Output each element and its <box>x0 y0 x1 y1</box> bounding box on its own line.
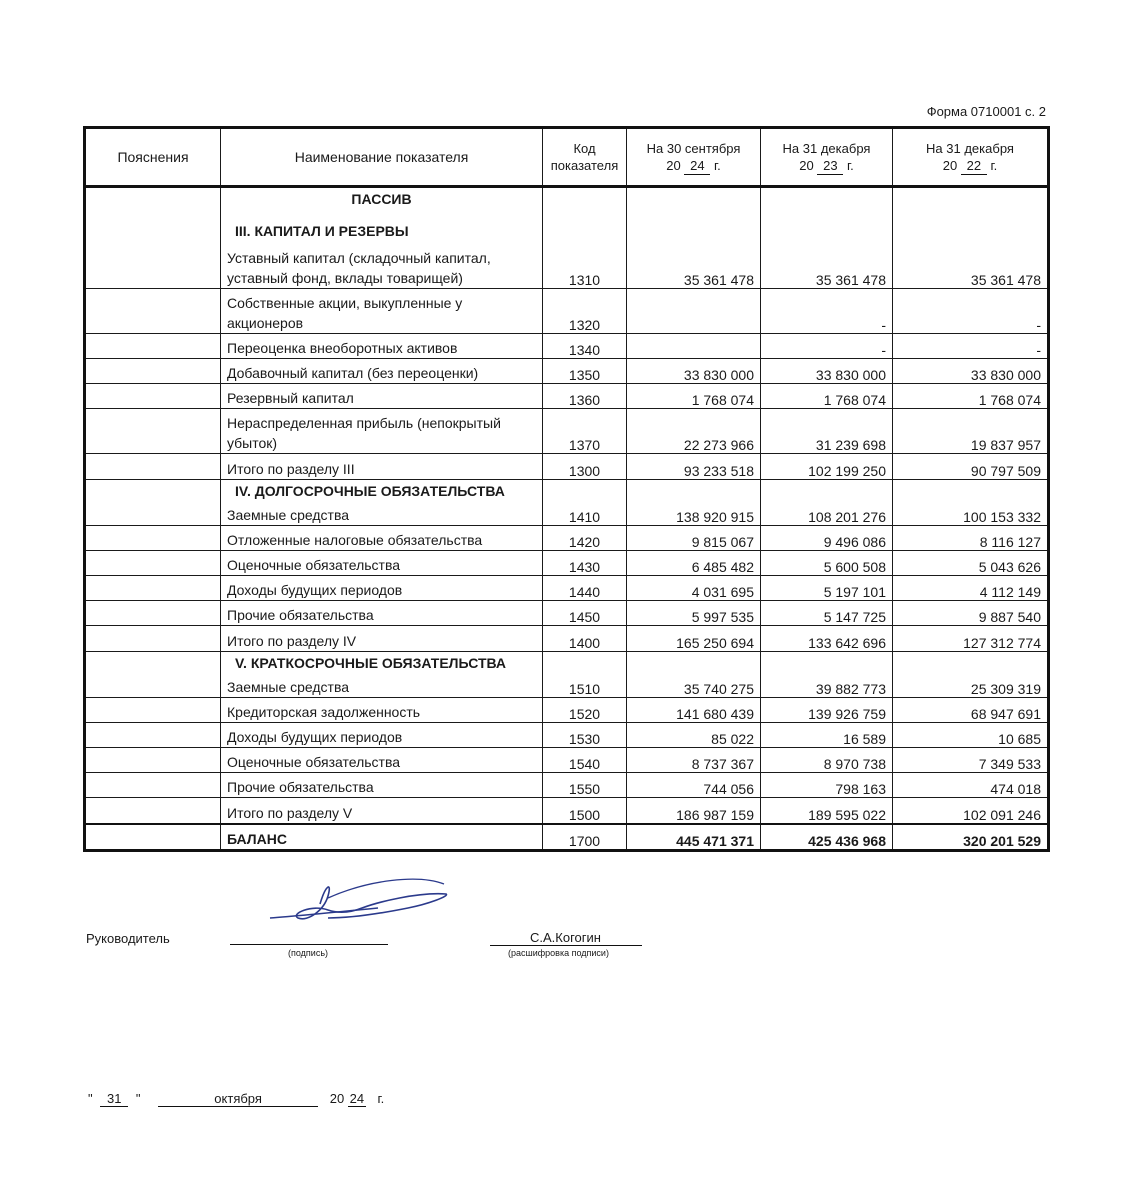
row-value-3: 35 361 478 <box>893 187 1049 289</box>
row-value-1: 4 031 695 <box>627 576 761 601</box>
table-row <box>85 409 1049 454</box>
row-value-1: 22 273 966 <box>627 409 761 454</box>
header-code: Код показателя <box>543 128 627 187</box>
row-value-3: - <box>893 334 1049 359</box>
row-code: 1450 <box>543 601 627 626</box>
row-name: Резервный капитал <box>221 384 543 409</box>
row-value-3: 19 837 957 <box>893 409 1049 454</box>
row-value-3: 1 768 074 <box>893 384 1049 409</box>
name-line <box>490 945 642 946</box>
header-explanations: Пояснения <box>85 128 221 187</box>
header-period-2: На 31 декабря 20 23 г. <box>761 128 893 187</box>
row-value-2: 102 199 250 <box>761 454 893 480</box>
passiv-title: ПАССИВ <box>351 191 412 207</box>
row-value-3: 127 312 774 <box>893 626 1049 652</box>
row-code: 1530 <box>543 723 627 748</box>
table-header-row <box>85 128 1049 187</box>
row-value-3: 320 201 529 <box>893 824 1049 851</box>
row-code: 1550 <box>543 773 627 798</box>
row-value-1: 138 920 915 <box>627 480 761 526</box>
row-code: 1340 <box>543 334 627 359</box>
row-value-3: 102 091 246 <box>893 798 1049 825</box>
explanation-cell <box>85 454 221 480</box>
row-value-2: 31 239 698 <box>761 409 893 454</box>
explanation-cell <box>85 748 221 773</box>
table-row <box>85 526 1049 551</box>
row-name: Собственные акции, выкупленные у акционеров <box>221 289 543 334</box>
section-4-title: IV. ДОЛГОСРОЧНЫЕ ОБЯЗАТЕЛЬСТВА <box>235 483 505 499</box>
balance-total-row <box>85 824 1049 851</box>
row-code: 1520 <box>543 698 627 723</box>
row-value-3: 4 112 149 <box>893 576 1049 601</box>
explanation-cell <box>85 723 221 748</box>
row-value-1 <box>627 289 761 334</box>
explanation-cell <box>85 824 221 851</box>
row-code: 1510 <box>543 652 627 698</box>
row-name: Оценочные обязательства <box>221 748 543 773</box>
row-value-2: 39 882 773 <box>761 652 893 698</box>
row-value-2: 9 496 086 <box>761 526 893 551</box>
row-value-1: 35 361 478 <box>627 187 761 289</box>
table-row <box>85 187 1049 289</box>
row-name: Добавочный капитал (без переоценки) <box>221 359 543 384</box>
row-code: 1410 <box>543 480 627 526</box>
table-row <box>85 748 1049 773</box>
row-name: Прочие обязательства <box>221 601 543 626</box>
row-name: Доходы будущих периодов <box>221 723 543 748</box>
header-period-1: На 30 сентября 20 24 г. <box>627 128 761 187</box>
row-code: 1440 <box>543 576 627 601</box>
table-row <box>85 723 1049 748</box>
row-code: 1430 <box>543 551 627 576</box>
row-value-1: 8 737 367 <box>627 748 761 773</box>
row-value-1: 33 830 000 <box>627 359 761 384</box>
row-value-2: 798 163 <box>761 773 893 798</box>
signer-name: С.А.Когогин <box>530 930 601 945</box>
date-year: 24 <box>349 1091 365 1106</box>
row-name: ПАССИВ III. КАПИТАЛ И РЕЗЕРВЫ Уставный капитал (складочный капитал, уставный фонд, вклады товарищей) <box>221 187 543 289</box>
row-name: Доходы будущих периодов <box>221 576 543 601</box>
row-value-2: 5 197 101 <box>761 576 893 601</box>
row-value-2: 5 600 508 <box>761 551 893 576</box>
row-code: 1350 <box>543 359 627 384</box>
balance-sheet-table <box>83 126 1050 852</box>
table-row <box>85 773 1049 798</box>
row-value-2: 33 830 000 <box>761 359 893 384</box>
row-value-1: 141 680 439 <box>627 698 761 723</box>
row-name: Отложенные налоговые обязательства <box>221 526 543 551</box>
row-name: Итого по разделу V <box>221 798 543 825</box>
row-value-1: 93 233 518 <box>627 454 761 480</box>
explanation-cell <box>85 698 221 723</box>
row-name: Нераспределенная прибыль (непокрытый убыток) <box>221 409 543 454</box>
table-row <box>85 480 1049 526</box>
row-code: 1700 <box>543 824 627 851</box>
explanation-cell <box>85 480 221 526</box>
explanation-cell <box>85 626 221 652</box>
row-value-1: 186 987 159 <box>627 798 761 825</box>
row-name: Оценочные обязательства <box>221 551 543 576</box>
explanation-cell <box>85 551 221 576</box>
row-value-2: 108 201 276 <box>761 480 893 526</box>
row-name: Итого по разделу III <box>221 454 543 480</box>
row-value-1: 744 056 <box>627 773 761 798</box>
table-row <box>85 652 1049 698</box>
row-name: Переоценка внеоборотных активов <box>221 334 543 359</box>
name-caption: (расшифровка подписи) <box>508 948 609 958</box>
signer-role: Руководитель <box>86 931 170 946</box>
date-month: октября <box>158 1091 318 1107</box>
form-number: Форма 0710001 с. 2 <box>926 104 1046 119</box>
row-value-2: 425 436 968 <box>761 824 893 851</box>
row-value-2: 139 926 759 <box>761 698 893 723</box>
row-value-3: 33 830 000 <box>893 359 1049 384</box>
subtotal-row <box>85 626 1049 652</box>
table-row <box>85 334 1049 359</box>
explanation-cell <box>85 334 221 359</box>
handwritten-signature <box>268 874 458 934</box>
header-period-3: На 31 декабря 20 22 г. <box>893 128 1049 187</box>
row-code: 1370 <box>543 409 627 454</box>
row-name: IV. ДОЛГОСРОЧНЫЕ ОБЯЗАТЕЛЬСТВА Заемные средства <box>221 480 543 526</box>
row-value-1: 1 768 074 <box>627 384 761 409</box>
subtotal-row <box>85 798 1049 825</box>
explanation-cell <box>85 289 221 334</box>
signature-caption: (подпись) <box>288 948 329 958</box>
row-value-2: 189 595 022 <box>761 798 893 825</box>
row-code: 1400 <box>543 626 627 652</box>
row-value-3: 10 685 <box>893 723 1049 748</box>
row-value-1 <box>627 334 761 359</box>
row-value-2: 8 970 738 <box>761 748 893 773</box>
row-code: 1500 <box>543 798 627 825</box>
explanation-cell <box>85 652 221 698</box>
explanation-cell <box>85 409 221 454</box>
row-value-2: 133 642 696 <box>761 626 893 652</box>
row-value-1: 445 471 371 <box>627 824 761 851</box>
row-name: Кредиторская задолженность <box>221 698 543 723</box>
row-value-3: 8 116 127 <box>893 526 1049 551</box>
row-value-2: 35 361 478 <box>761 187 893 289</box>
section-5-title: V. КРАТКОСРОЧНЫЕ ОБЯЗАТЕЛЬСТВА <box>235 655 507 671</box>
row-value-1: 35 740 275 <box>627 652 761 698</box>
explanation-cell <box>85 601 221 626</box>
subtotal-row <box>85 454 1049 480</box>
row-value-3: 5 043 626 <box>893 551 1049 576</box>
row-name: БАЛАНС <box>221 824 543 851</box>
explanation-cell <box>85 798 221 825</box>
row-code: 1540 <box>543 748 627 773</box>
row-value-2: - <box>761 334 893 359</box>
row-value-3: 100 153 332 <box>893 480 1049 526</box>
row-name: Итого по разделу IV <box>221 626 543 652</box>
row-value-1: 6 485 482 <box>627 551 761 576</box>
row-code: 1420 <box>543 526 627 551</box>
section-3-title: III. КАПИТАЛ И РЕЗЕРВЫ <box>235 223 409 239</box>
row-value-3: 474 018 <box>893 773 1049 798</box>
table-row <box>85 698 1049 723</box>
explanation-cell <box>85 773 221 798</box>
row-value-2: 16 589 <box>761 723 893 748</box>
row-value-3: 7 349 533 <box>893 748 1049 773</box>
signature-line <box>230 944 388 945</box>
row-code: 1310 <box>543 187 627 289</box>
row-value-3: 9 887 540 <box>893 601 1049 626</box>
row-value-1: 9 815 067 <box>627 526 761 551</box>
row-code: 1300 <box>543 454 627 480</box>
table-row <box>85 601 1049 626</box>
explanation-cell <box>85 359 221 384</box>
table-row <box>85 359 1049 384</box>
row-code: 1320 <box>543 289 627 334</box>
table-row <box>85 384 1049 409</box>
row-value-1: 165 250 694 <box>627 626 761 652</box>
explanation-cell <box>85 187 221 289</box>
explanation-cell <box>85 384 221 409</box>
header-indicator-name: Наименование показателя <box>221 128 543 187</box>
row-value-3: - <box>893 289 1049 334</box>
row-name: V. КРАТКОСРОЧНЫЕ ОБЯЗАТЕЛЬСТВА Заемные средства <box>221 652 543 698</box>
date-day: 31 <box>100 1091 128 1107</box>
table-row <box>85 289 1049 334</box>
row-value-1: 5 997 535 <box>627 601 761 626</box>
row-value-3: 25 309 319 <box>893 652 1049 698</box>
explanation-cell <box>85 526 221 551</box>
row-code: 1360 <box>543 384 627 409</box>
row-value-2: 1 768 074 <box>761 384 893 409</box>
explanation-cell <box>85 576 221 601</box>
row-value-1: 85 022 <box>627 723 761 748</box>
table-row <box>85 551 1049 576</box>
row-value-2: - <box>761 289 893 334</box>
row-value-3: 68 947 691 <box>893 698 1049 723</box>
row-name: Прочие обязательства <box>221 773 543 798</box>
row-value-3: 90 797 509 <box>893 454 1049 480</box>
table-row <box>85 576 1049 601</box>
document-date: " 31 " октября 20 24 г. <box>88 1091 385 1106</box>
row-value-2: 5 147 725 <box>761 601 893 626</box>
